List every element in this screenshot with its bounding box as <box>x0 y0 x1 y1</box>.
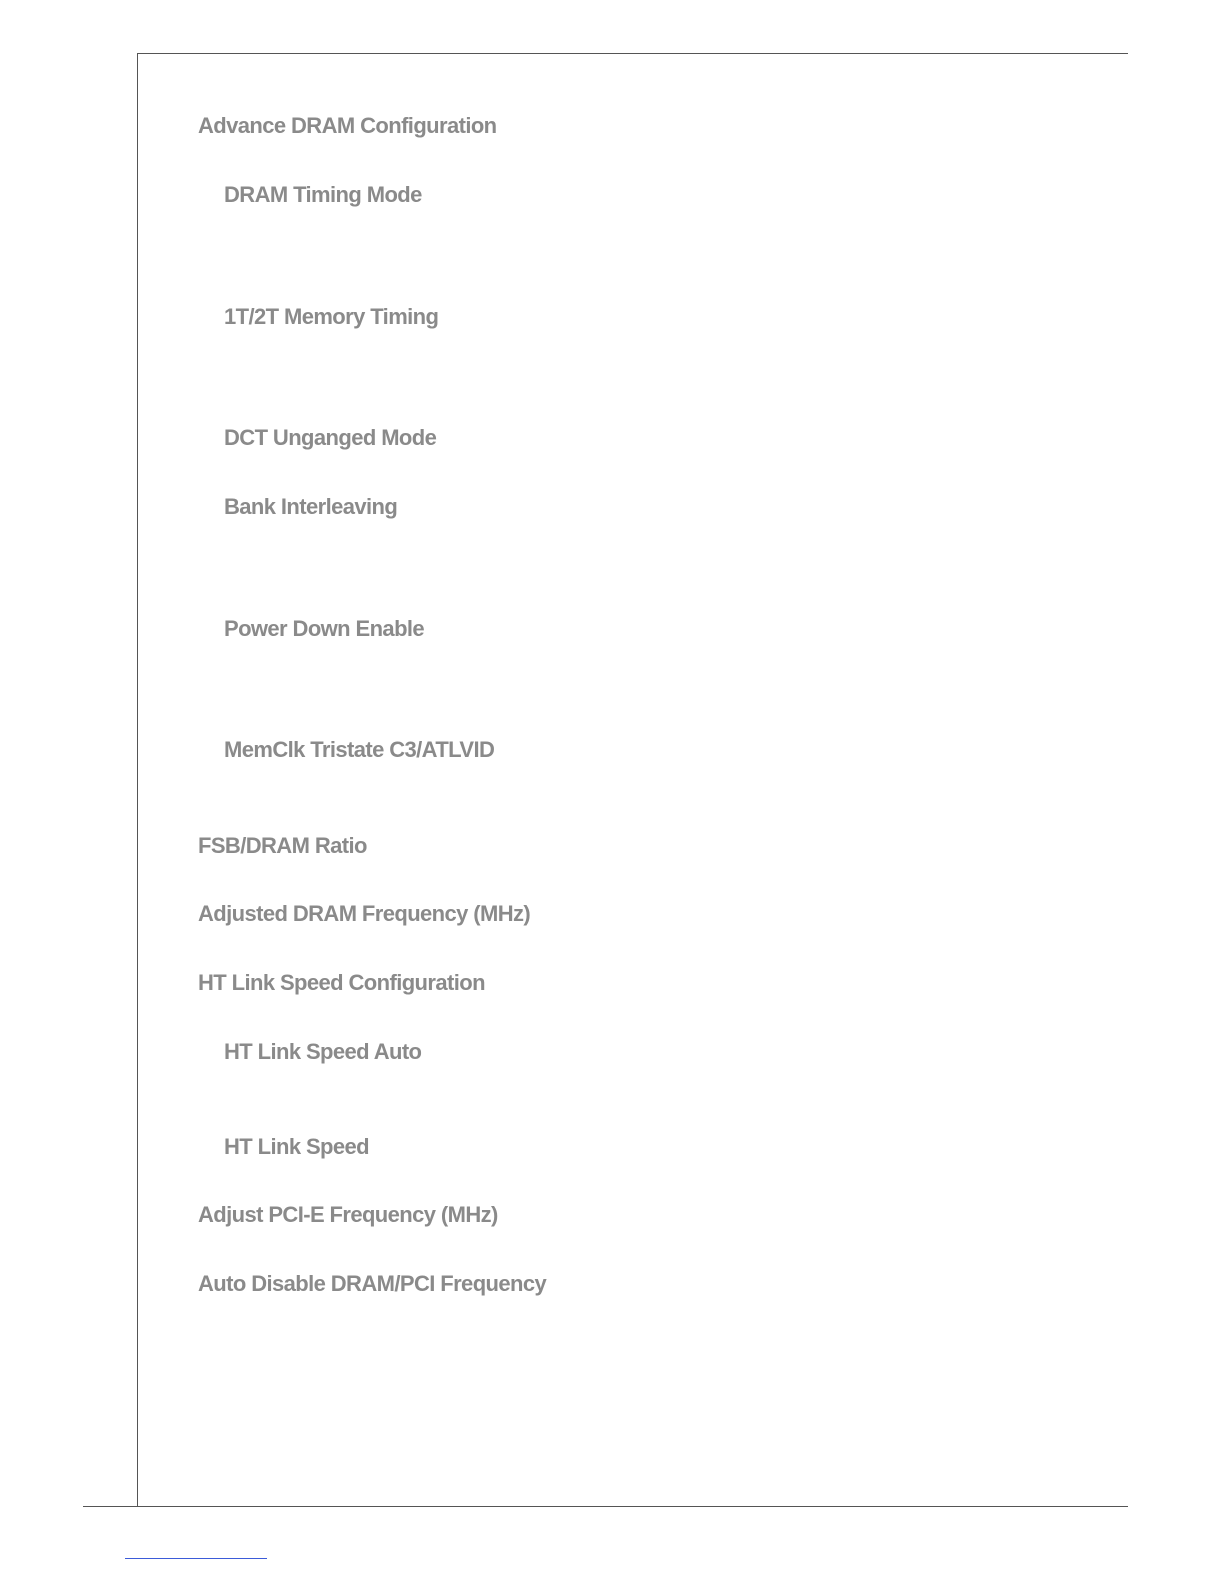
item-power-down-enable: Power Down Enable <box>224 616 425 641</box>
heading-adjusted-dram-frequency: Adjusted DRAM Frequency (MHz) <box>198 901 531 926</box>
heading-adjust-pcie-frequency: Adjust PCI-E Frequency (MHz) <box>198 1202 498 1227</box>
item-dct-unganged-mode: DCT Unganged Mode <box>224 425 437 450</box>
footer-link-underline <box>125 1558 267 1559</box>
page-frame-bottom-rule <box>83 1506 1128 1507</box>
heading-advance-dram-configuration: Advance DRAM Configuration <box>198 113 497 138</box>
heading-fsb-dram-ratio: FSB/DRAM Ratio <box>198 833 367 858</box>
item-ht-link-speed: HT Link Speed <box>224 1134 369 1159</box>
item-ht-link-speed-auto: HT Link Speed Auto <box>224 1039 422 1064</box>
item-dram-timing-mode: DRAM Timing Mode <box>224 182 422 207</box>
item-bank-interleaving: Bank Interleaving <box>224 494 398 519</box>
item-memclk-tristate: MemClk Tristate C3/ATLVID <box>224 737 495 762</box>
heading-ht-link-speed-configuration: HT Link Speed Configuration <box>198 970 485 995</box>
page-frame-left-rule <box>137 53 138 1507</box>
item-1t-2t-memory-timing: 1T/2T Memory Timing <box>224 304 439 329</box>
page-frame-top-rule <box>137 53 1128 54</box>
heading-auto-disable-dram-pci-frequency: Auto Disable DRAM/PCI Frequency <box>198 1271 547 1296</box>
